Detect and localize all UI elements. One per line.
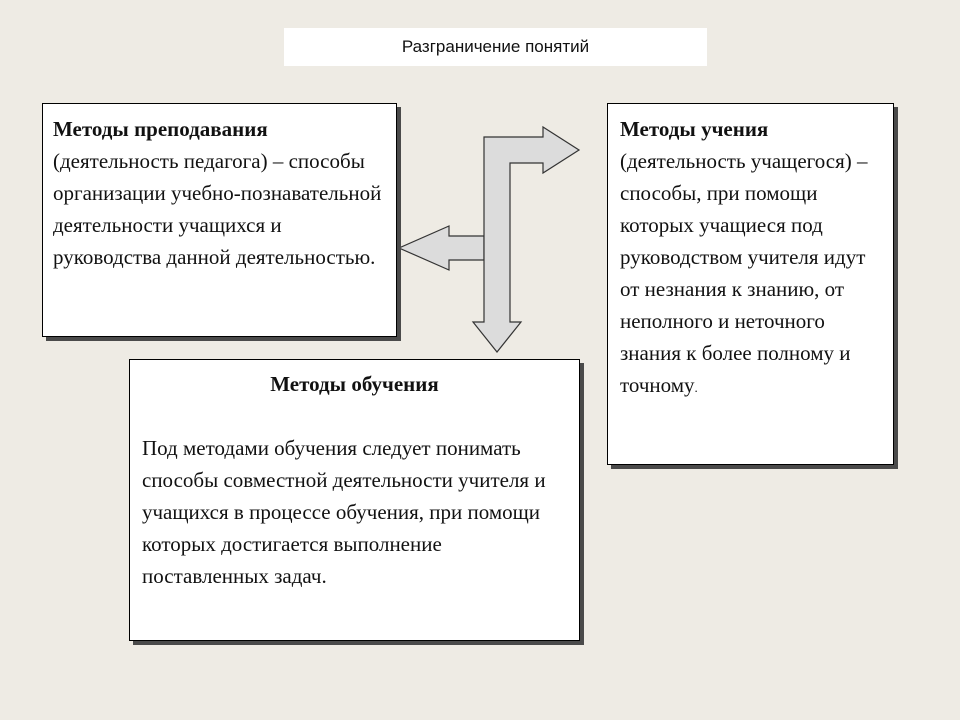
learning-methods-text: (деятельность учащегося) – способы, при помощи которых учащиеся под руководством учителя идут от незнания к знанию, от неполного и неточного знания к более полному и точному	[620, 149, 868, 397]
teaching-methods-heading: Методы преподавания	[53, 117, 268, 141]
arrow-left	[399, 226, 484, 270]
teaching-methods-box	[42, 103, 397, 337]
instruction-methods-text: Под методами обучения следует понимать способы совместной деятельности учителя и учащихся в процессе обучения, при помощи которых достигается выполнение поставленных задач.	[142, 436, 546, 588]
learning-methods-box	[607, 103, 894, 465]
arrow-vertical-and-right	[473, 127, 579, 352]
learning-methods-end-mark: .	[694, 380, 698, 395]
slide-title-text: Разграничение понятий	[401, 37, 590, 56]
teaching-methods-text: (деятельность педагога) – способы организации учебно-познавательной деятельности учащихся и руководства данной деятельностью.	[53, 149, 382, 269]
instruction-methods-heading: Методы обучения	[270, 372, 439, 396]
learning-methods-heading: Методы учения	[620, 117, 769, 141]
instruction-methods-box	[129, 359, 580, 641]
